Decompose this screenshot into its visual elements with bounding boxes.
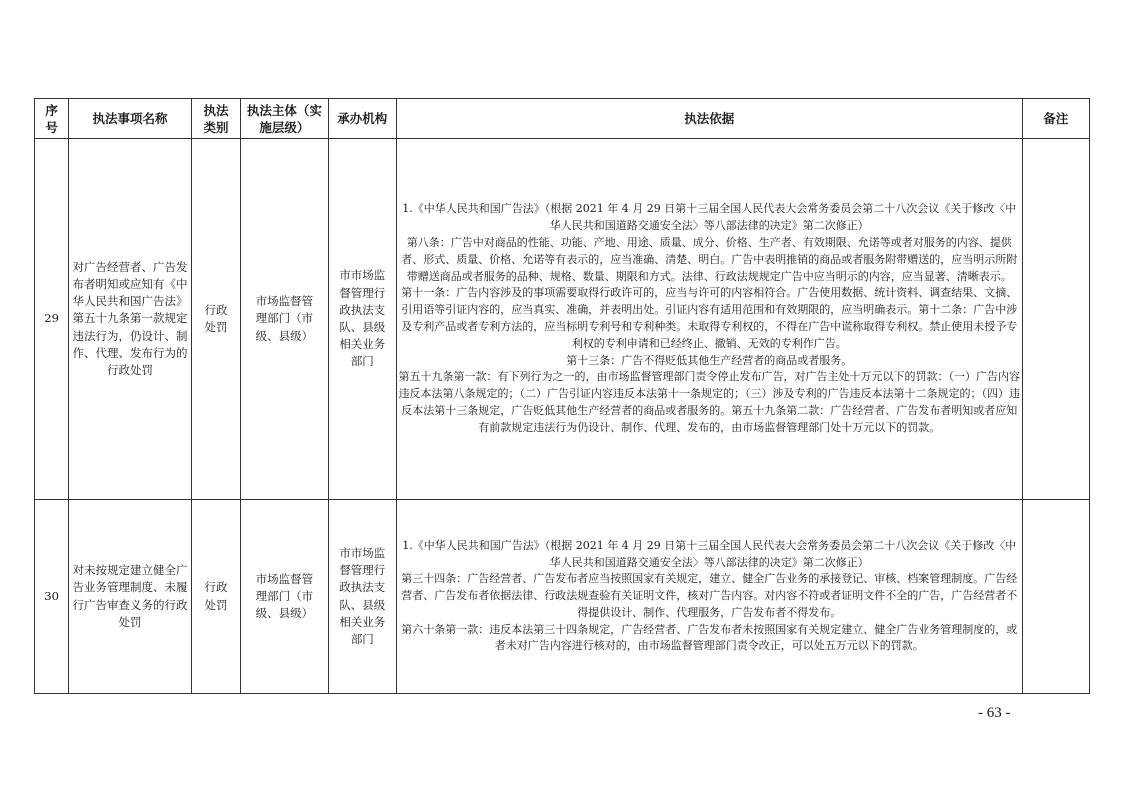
header-index: 序号 bbox=[35, 99, 69, 139]
row-index: 30 bbox=[35, 500, 69, 694]
basis-line: 第三十四条：广告经营者、广告发布者应当按照国家有关规定，建立、健全广告业务的承接登记、审核、档案管理制度。广告经营者、广告发布者依据法律、行政法规查验有关证明文件，核对广告内容。对内容不符或者证明文件不全的广告，广告经营者不得提供设计、制作、代理服务，广告发布者不得发布。 bbox=[401, 572, 1018, 619]
enforcement-table bbox=[34, 98, 1090, 694]
basis-line: 第十三条：广告不得贬低其他生产经营者的商品或者服务。 bbox=[566, 353, 853, 367]
organ: 市市场监督管理行政执法支队、县级相关业务部门 bbox=[328, 500, 396, 694]
basis-line: 第八条：广告中对商品的性能、功能、产地、用途、质量、成分、价格、生产者、有效期限、允诺等或者对服务的内容、提供者、形式、质量、价格、允诺等有表示的，应当准确、清楚、明白。广告中表明推销的商品或者服务附带赠送的，应当明示所附带赠送商品或者服务的品种、规格、数量、期限和方式。法律、行政法规规定广告中应当明示的内容，应当显著、清晰表示。 bbox=[401, 236, 1018, 283]
header-item-name: 执法事项名称 bbox=[69, 99, 192, 139]
header-category: 执法类别 bbox=[191, 99, 240, 139]
subject: 市场监督管理部门（市级、县级） bbox=[241, 500, 328, 694]
basis bbox=[397, 500, 1023, 694]
remarks bbox=[1022, 500, 1089, 694]
basis-line: 第十一条：广告内容涉及的事项需要取得行政许可的，应当与许可的内容相符合。广告使用数据、统计资料、调查结果、文摘、引用语等引证内容的，应当真实、准确，并表明出处。引证内容有适用范围和有效期限的，应当明确表示。第十二条：广告中涉及专利产品或者专利方法的，应当标明专利号和专利种类。未取得专利权的，不得在广告中谎称取得专利权。禁止使用未授予专利权的专利申请和已经终止、撤销、无效的专利作广告。 bbox=[401, 286, 1018, 350]
remarks bbox=[1022, 139, 1089, 500]
basis bbox=[397, 139, 1023, 500]
basis-line: 1.《中华人民共和国广告法》（根据 2021 年 4 月 29 日第十三届全国人民代表大会常务委员会第二十八次会议《关于修改〈中华人民共和国道路交通安全法〉等八部法律的决定》第二次修正） bbox=[402, 202, 1017, 233]
category: 行政处罚 bbox=[191, 139, 240, 500]
header-organ: 承办机构 bbox=[328, 99, 396, 139]
table-row bbox=[35, 139, 1090, 500]
basis-line: 1.《中华人民共和国广告法》（根据 2021 年 4 月 29 日第十三届全国人民代表大会常务委员会第二十八次会议《关于修改〈中华人民共和国道路交通安全法〉等八部法律的决定》第二次修正） bbox=[402, 538, 1017, 569]
item-name: 对广告经营者、广告发布者明知或应知有《中华人民共和国广告法》第五十九条第一款规定违法行为，仍设计、制作、代理、发布行为的行政处罚 bbox=[69, 139, 192, 500]
item-name: 对未按规定建立健全广告业务管理制度、未履行广告审查义务的行政处罚 bbox=[69, 500, 192, 694]
header-remarks: 备注 bbox=[1022, 99, 1089, 139]
page-number: - 63 - bbox=[978, 705, 1011, 721]
subject: 市场监督管理部门（市级、县级） bbox=[241, 139, 328, 500]
table-row bbox=[35, 500, 1090, 694]
organ: 市市场监督管理行政执法支队、县级相关业务部门 bbox=[328, 139, 396, 500]
row-index: 29 bbox=[35, 139, 69, 500]
basis-line: 第六十条第一款：违反本法第三十四条规定，广告经营者、广告发布者未按照国家有关规定建立、健全广告业务管理制度的，或者未对广告内容进行核对的，由市场监督管理部门责令改正，可以处五万元以下的罚款。 bbox=[401, 622, 1018, 653]
header-subject: 执法主体（实施层级） bbox=[241, 99, 328, 139]
header-basis: 执法依据 bbox=[397, 99, 1023, 139]
basis-line: 第五十九条第一款：有下列行为之一的，由市场监督管理部门责令停止发布广告，对广告主处十万元以下的罚款：（一）广告内容违反本法第八条规定的；（二）广告引证内容违反本法第十一条规定的；（三）涉及专利的广告违反本法第十二条规定的；（四）违反本法第十三条规定，广告贬低其他生产经营者的商品或者服务的。第五十九条第二款：广告经营者、广告发布者明知或者应知有前款规定违法行为仍设计、制作、代理、发布的，由市场监督管理部门处十万元以下的罚款。 bbox=[398, 370, 1021, 434]
table-header-row bbox=[35, 99, 1090, 139]
category: 行政处罚 bbox=[191, 500, 240, 694]
